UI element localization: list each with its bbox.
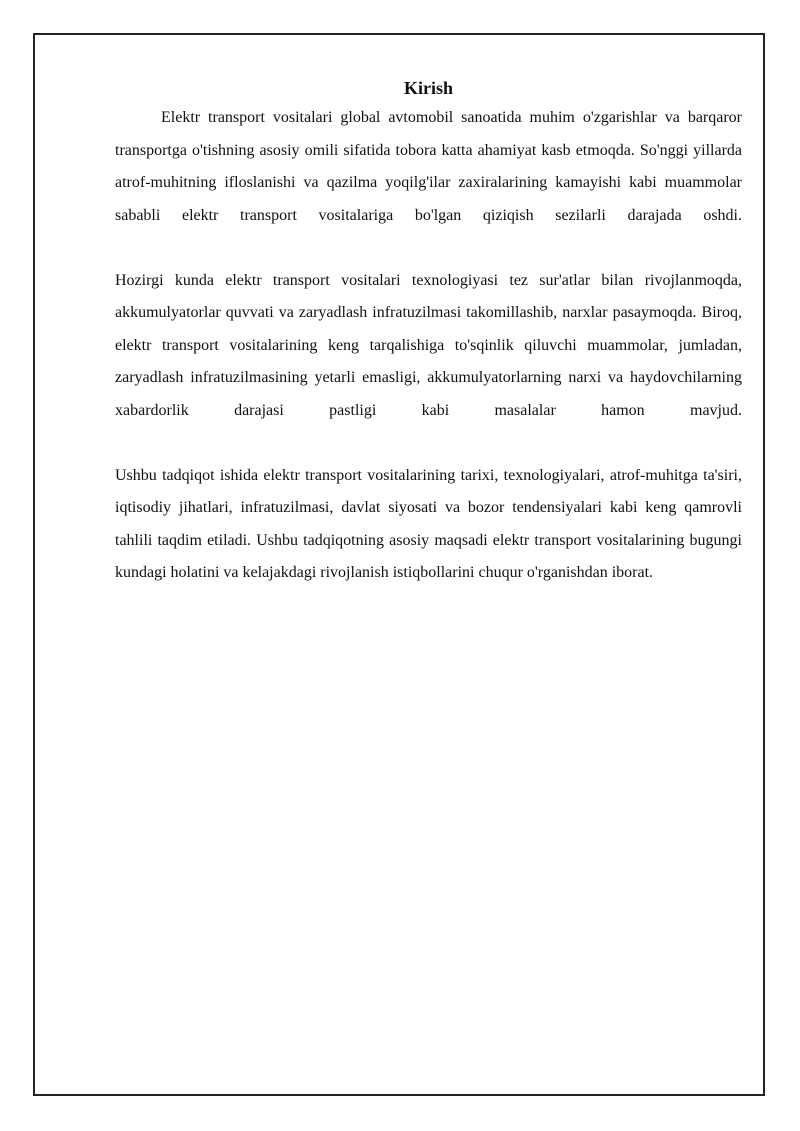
section-title: Kirish bbox=[403, 78, 453, 98]
paragraph-gap bbox=[115, 427, 742, 460]
paragraph-research: Ushbu tadqiqot ishida elektr transport vositalarining tarixi, texnologiyalari, atrof-muhitga ta'siri, iqtisodiy jihatlari, infratuzilmasi, davlat siyosati va bozor tendensiyalari kabi keng qamrovli tahlili taqdim etiladi. Ushbu tadqiqotning asosiy maqsadi elektr transport vositalarining bugungi kundagi holatini va kelajakdagi rivojlanish istiqbollarini chuqur o'rganishdan iborat. bbox=[115, 466, 742, 581]
paragraph-technology: Hozirgi kunda elektr transport vositalari texnologiyasi tez sur'atlar bilan rivojlanmoqda, akkumulyatorlar quvvati va zaryadlash infratuzilmasi takomillashib, narxlar pasaymoqda. Biroq, elektr transport vositalarining keng tarqalishiga to'sqinlik qiluvchi muammolar, jumladan, zaryadlash infratuzilmasining yetarli emasligi, akkumulyatorlarning narxi va haydovchilarning xabardorlik darajasi pastligi kabi masalalar hamon mavjud. bbox=[115, 271, 742, 419]
document-body bbox=[115, 74, 742, 590]
paragraph-gap bbox=[115, 232, 742, 265]
paragraph-intro: Elektr transport vositalari global avtomobil sanoatida muhim o'zgarishlar va barqaror transportga o'tishning asosiy omili sifatida tobora katta ahamiyat kasb etmoqda. So'nggi yillarda atrof-muhitning ifloslanishi va qazilma yoqilg'ilar zaxiralarining kamayishi kabi muammolar sababli elektr transport vositalariga bo'lgan qiziqish sezilarli darajada oshdi. bbox=[115, 109, 742, 224]
